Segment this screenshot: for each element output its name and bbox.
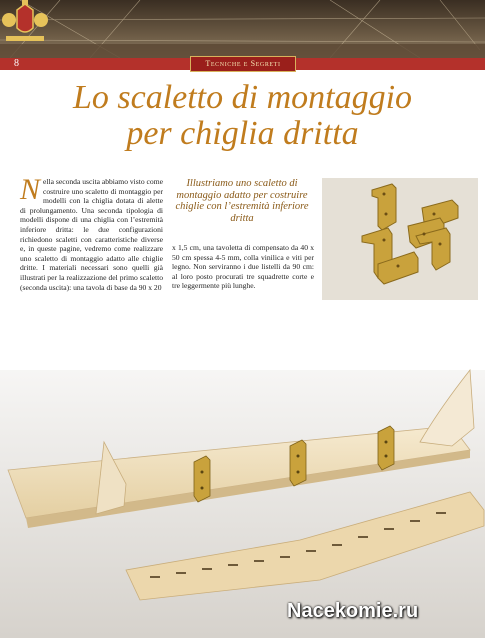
title-line-1: Lo scaletto di montaggio <box>72 79 413 116</box>
jig-photo <box>0 300 485 638</box>
body-column-2: x 1,5 cm, una tavoletta di compensato da 40 x 50 cm spessa 4-5 mm, colla vinilica e viti per legno. Non serviranno i due listelli da 90 cm: al loro posto procurati tre squadrette corte e tre leggermente più lunghe. <box>172 243 314 291</box>
rigging-illustration <box>0 0 485 58</box>
drop-cap: N <box>20 173 41 206</box>
body-column-1 <box>20 173 163 292</box>
section-label: Tecniche e Segreti <box>190 56 296 72</box>
royal-crest-icon <box>0 0 50 44</box>
watermark: Nacekomie.ru <box>287 600 419 622</box>
title-line-2: per chiglia dritta <box>126 115 359 152</box>
page-number: 8 <box>14 58 19 69</box>
page-title <box>40 80 445 152</box>
body-text-1: ella seconda uscita abbiamo visto come costruire uno scaletto di montaggio per modelli con la chiglia dotata di alette di prolungamento. Una seconda tipologia di modelli dispone di una chiglia con l’estremità inferiore dritta: le due configurazioni richiedono scaletti con caratteristiche diverse e, in queste pagine, vedremo come realizzare uno scaletto di montaggio adatto alle chiglie dritte. I materiali necessari sono quelli già illustrati per la realizzazione del primo scaletto (seconda uscita): una tavola di base da 90 x 20 <box>20 177 163 292</box>
subtitle: Illustriamo uno scaletto di montaggio adatto per costruire chiglie con l’estremità inferiore dritta <box>175 178 309 224</box>
header-ship-photo <box>0 0 485 58</box>
